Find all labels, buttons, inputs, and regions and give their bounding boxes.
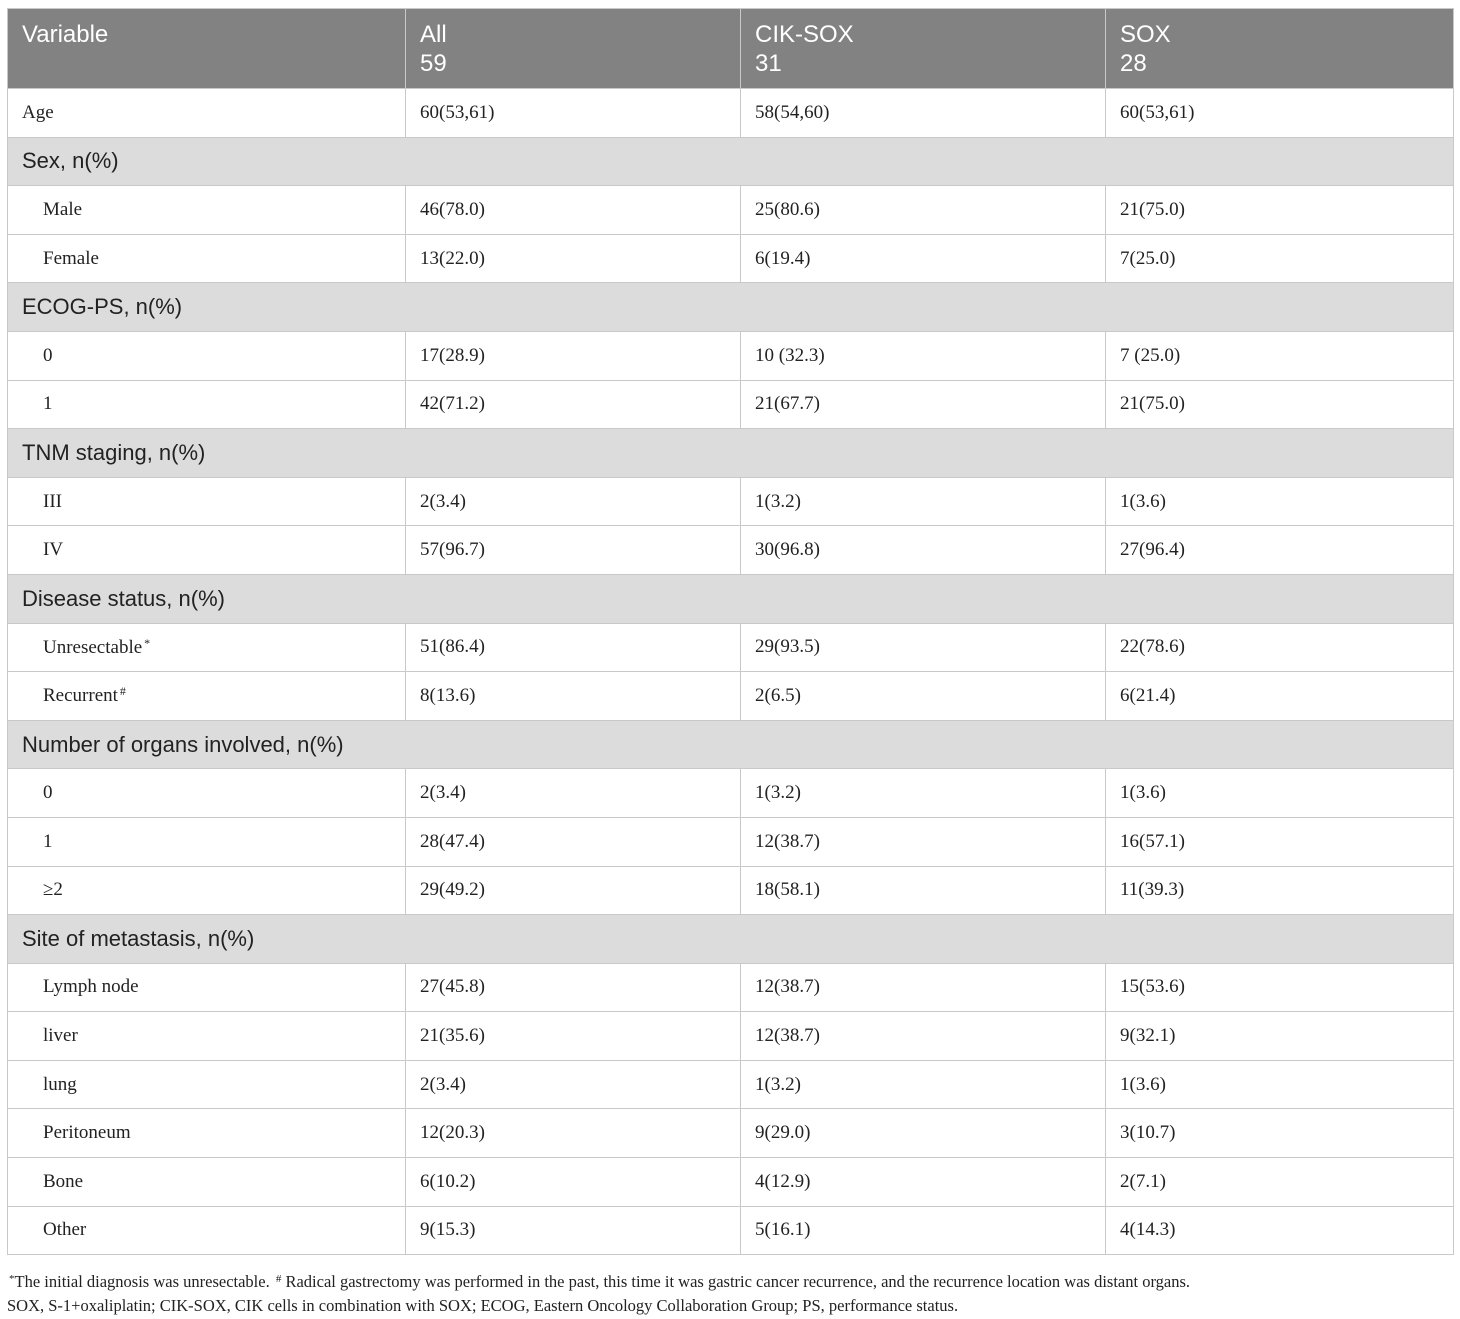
row-label: III [43, 490, 62, 512]
cik-sox-cell: 1(3.2) [741, 477, 1106, 526]
section-label: Number of organs involved, n(%) [8, 720, 1454, 769]
row-label: Age [22, 101, 54, 123]
header-sox-label: SOX [1120, 21, 1171, 48]
row-label-cell [8, 1158, 406, 1207]
cik-sox-cell: 10 (32.3) [741, 331, 1106, 380]
section-label: Disease status, n(%) [8, 574, 1454, 623]
section-header-row [8, 720, 1454, 769]
sox-cell: 15(53.6) [1106, 963, 1454, 1012]
all-cell: 17(28.9) [406, 331, 741, 380]
cik-sox-cell: 9(29.0) [741, 1109, 1106, 1158]
section-label: Sex, n(%) [8, 137, 1454, 186]
section-header-row [8, 137, 1454, 186]
row-label-cell [8, 963, 406, 1012]
table-row [8, 866, 1454, 915]
header-sox-count: 28 [1120, 50, 1147, 77]
footnote-line-1 [7, 1267, 1453, 1294]
all-cell: 21(35.6) [406, 1012, 741, 1061]
row-label: lung [43, 1073, 77, 1095]
row-label: Other [43, 1219, 87, 1241]
sox-cell: 9(32.1) [1106, 1012, 1454, 1061]
row-label: IV [43, 539, 64, 561]
header-cik-sox-count: 31 [755, 50, 782, 77]
all-cell: 2(3.4) [406, 1060, 741, 1109]
row-label: Lymph node [43, 976, 139, 998]
all-cell: 57(96.7) [406, 526, 741, 575]
all-cell: 29(49.2) [406, 866, 741, 915]
row-label-cell [8, 234, 406, 283]
all-cell: 51(86.4) [406, 623, 741, 672]
table-row [8, 380, 1454, 429]
section-label: ECOG-PS, n(%) [8, 283, 1454, 332]
sox-cell: 3(10.7) [1106, 1109, 1454, 1158]
header-variable [8, 9, 406, 89]
section-header-row [8, 283, 1454, 332]
cik-sox-cell: 5(16.1) [741, 1206, 1106, 1255]
cik-sox-cell: 2(6.5) [741, 672, 1106, 721]
row-label-cell [8, 1012, 406, 1061]
cik-sox-cell: 25(80.6) [741, 186, 1106, 235]
table-row [8, 1109, 1454, 1158]
sox-cell: 60(53,61) [1106, 89, 1454, 138]
cik-sox-cell: 12(38.7) [741, 817, 1106, 866]
row-label: 1 [43, 393, 53, 415]
sox-cell: 11(39.3) [1106, 866, 1454, 915]
section-label: Site of metastasis, n(%) [8, 915, 1454, 964]
row-label: 0 [43, 344, 53, 366]
cik-sox-cell: 18(58.1) [741, 866, 1106, 915]
row-label: ≥2 [43, 879, 63, 901]
table-row [8, 623, 1454, 672]
row-label-cell [8, 672, 406, 721]
baseline-characteristics-table [7, 8, 1454, 1255]
sox-cell: 21(75.0) [1106, 380, 1454, 429]
sox-cell: 27(96.4) [1106, 526, 1454, 575]
cik-sox-cell: 6(19.4) [741, 234, 1106, 283]
all-cell: 28(47.4) [406, 817, 741, 866]
sox-cell: 4(14.3) [1106, 1206, 1454, 1255]
all-cell: 9(15.3) [406, 1206, 741, 1255]
sox-cell: 6(21.4) [1106, 672, 1454, 721]
table-row [8, 477, 1454, 526]
row-label-cell [8, 186, 406, 235]
table-row [8, 672, 1454, 721]
sox-cell: 1(3.6) [1106, 1060, 1454, 1109]
row-label-footnote-mark: # [119, 684, 126, 699]
cik-sox-cell: 29(93.5) [741, 623, 1106, 672]
section-header-row [8, 429, 1454, 478]
all-cell: 60(53,61) [406, 89, 741, 138]
row-label: Peritoneum [43, 1122, 131, 1144]
cik-sox-cell: 30(96.8) [741, 526, 1106, 575]
table-row [8, 769, 1454, 818]
header-all-count: 59 [420, 50, 447, 77]
row-label-cell [8, 1060, 406, 1109]
cik-sox-cell: 1(3.2) [741, 1060, 1106, 1109]
row-label-cell [8, 866, 406, 915]
cik-sox-cell: 4(12.9) [741, 1158, 1106, 1207]
row-label: Unresectable [43, 636, 143, 658]
row-label-cell [8, 526, 406, 575]
table-row [8, 234, 1454, 283]
row-label-cell [8, 1109, 406, 1158]
header-all-label: All [420, 21, 447, 48]
all-cell: 8(13.6) [406, 672, 741, 721]
row-label: Recurrent [43, 685, 118, 707]
header-all [406, 9, 741, 89]
sox-cell: 16(57.1) [1106, 817, 1454, 866]
header-variable-label: Variable [22, 21, 109, 48]
table-row [8, 526, 1454, 575]
row-label-cell [8, 623, 406, 672]
row-label: 0 [43, 782, 53, 804]
sox-cell: 22(78.6) [1106, 623, 1454, 672]
footnote-star-text: The initial diagnosis was unresectable. [14, 1272, 270, 1291]
all-cell: 46(78.0) [406, 186, 741, 235]
cik-sox-cell: 12(38.7) [741, 1012, 1106, 1061]
sox-cell: 2(7.1) [1106, 1158, 1454, 1207]
table-row [8, 186, 1454, 235]
section-header-row [8, 574, 1454, 623]
cik-sox-cell: 1(3.2) [741, 769, 1106, 818]
row-label-cell [8, 331, 406, 380]
sox-cell: 7 (25.0) [1106, 331, 1454, 380]
row-label-cell [8, 477, 406, 526]
table-row [8, 1060, 1454, 1109]
all-cell: 42(71.2) [406, 380, 741, 429]
row-label-cell [8, 380, 406, 429]
row-label-cell [8, 769, 406, 818]
sox-cell: 1(3.6) [1106, 477, 1454, 526]
all-cell: 27(45.8) [406, 963, 741, 1012]
baseline-characteristics-table-container [7, 8, 1453, 1255]
all-cell: 2(3.4) [406, 769, 741, 818]
row-label-footnote-mark: * [144, 635, 151, 650]
sox-cell: 21(75.0) [1106, 186, 1454, 235]
section-header-row [8, 915, 1454, 964]
row-label: liver [43, 1025, 78, 1047]
footnote-star-mark: * [9, 1273, 15, 1285]
table-row [8, 1158, 1454, 1207]
all-cell: 2(3.4) [406, 477, 741, 526]
table-header [8, 9, 1454, 89]
header-cik-sox-label: CIK-SOX [755, 21, 854, 48]
table-row [8, 963, 1454, 1012]
footnote-hash-text: Radical gastrectomy was performed in the past, this time it was gastric cancer recurrence, and the recurrence location was distant organs. [285, 1272, 1191, 1291]
header-sox [1106, 9, 1454, 89]
table-row [8, 1206, 1454, 1255]
cik-sox-cell: 12(38.7) [741, 963, 1106, 1012]
row-label: Male [43, 198, 83, 220]
table-footnotes [7, 1267, 1453, 1318]
table-body [8, 89, 1454, 1255]
cik-sox-cell: 58(54,60) [741, 89, 1106, 138]
table-row [8, 817, 1454, 866]
header-row [8, 9, 1454, 89]
sox-cell: 7(25.0) [1106, 234, 1454, 283]
row-label-cell [8, 817, 406, 866]
row-label: Female [43, 247, 99, 269]
table-row [8, 331, 1454, 380]
all-cell: 12(20.3) [406, 1109, 741, 1158]
all-cell: 13(22.0) [406, 234, 741, 283]
footnote-hash-mark: # [275, 1273, 282, 1285]
sox-cell: 1(3.6) [1106, 769, 1454, 818]
row-label: 1 [43, 830, 53, 852]
row-label-cell [8, 1206, 406, 1255]
all-cell: 6(10.2) [406, 1158, 741, 1207]
row-label: Bone [43, 1170, 84, 1192]
section-label: TNM staging, n(%) [8, 429, 1454, 478]
row-label-cell [8, 89, 406, 138]
table-row [8, 1012, 1454, 1061]
table-row [8, 89, 1454, 138]
header-cik-sox [741, 9, 1106, 89]
cik-sox-cell: 21(67.7) [741, 380, 1106, 429]
footnote-abbreviations: SOX, S-1+oxaliplatin; CIK-SOX, CIK cells in combination with SOX; ECOG, Eastern Oncology Collaboration Group; PS, performance status. [7, 1296, 959, 1315]
